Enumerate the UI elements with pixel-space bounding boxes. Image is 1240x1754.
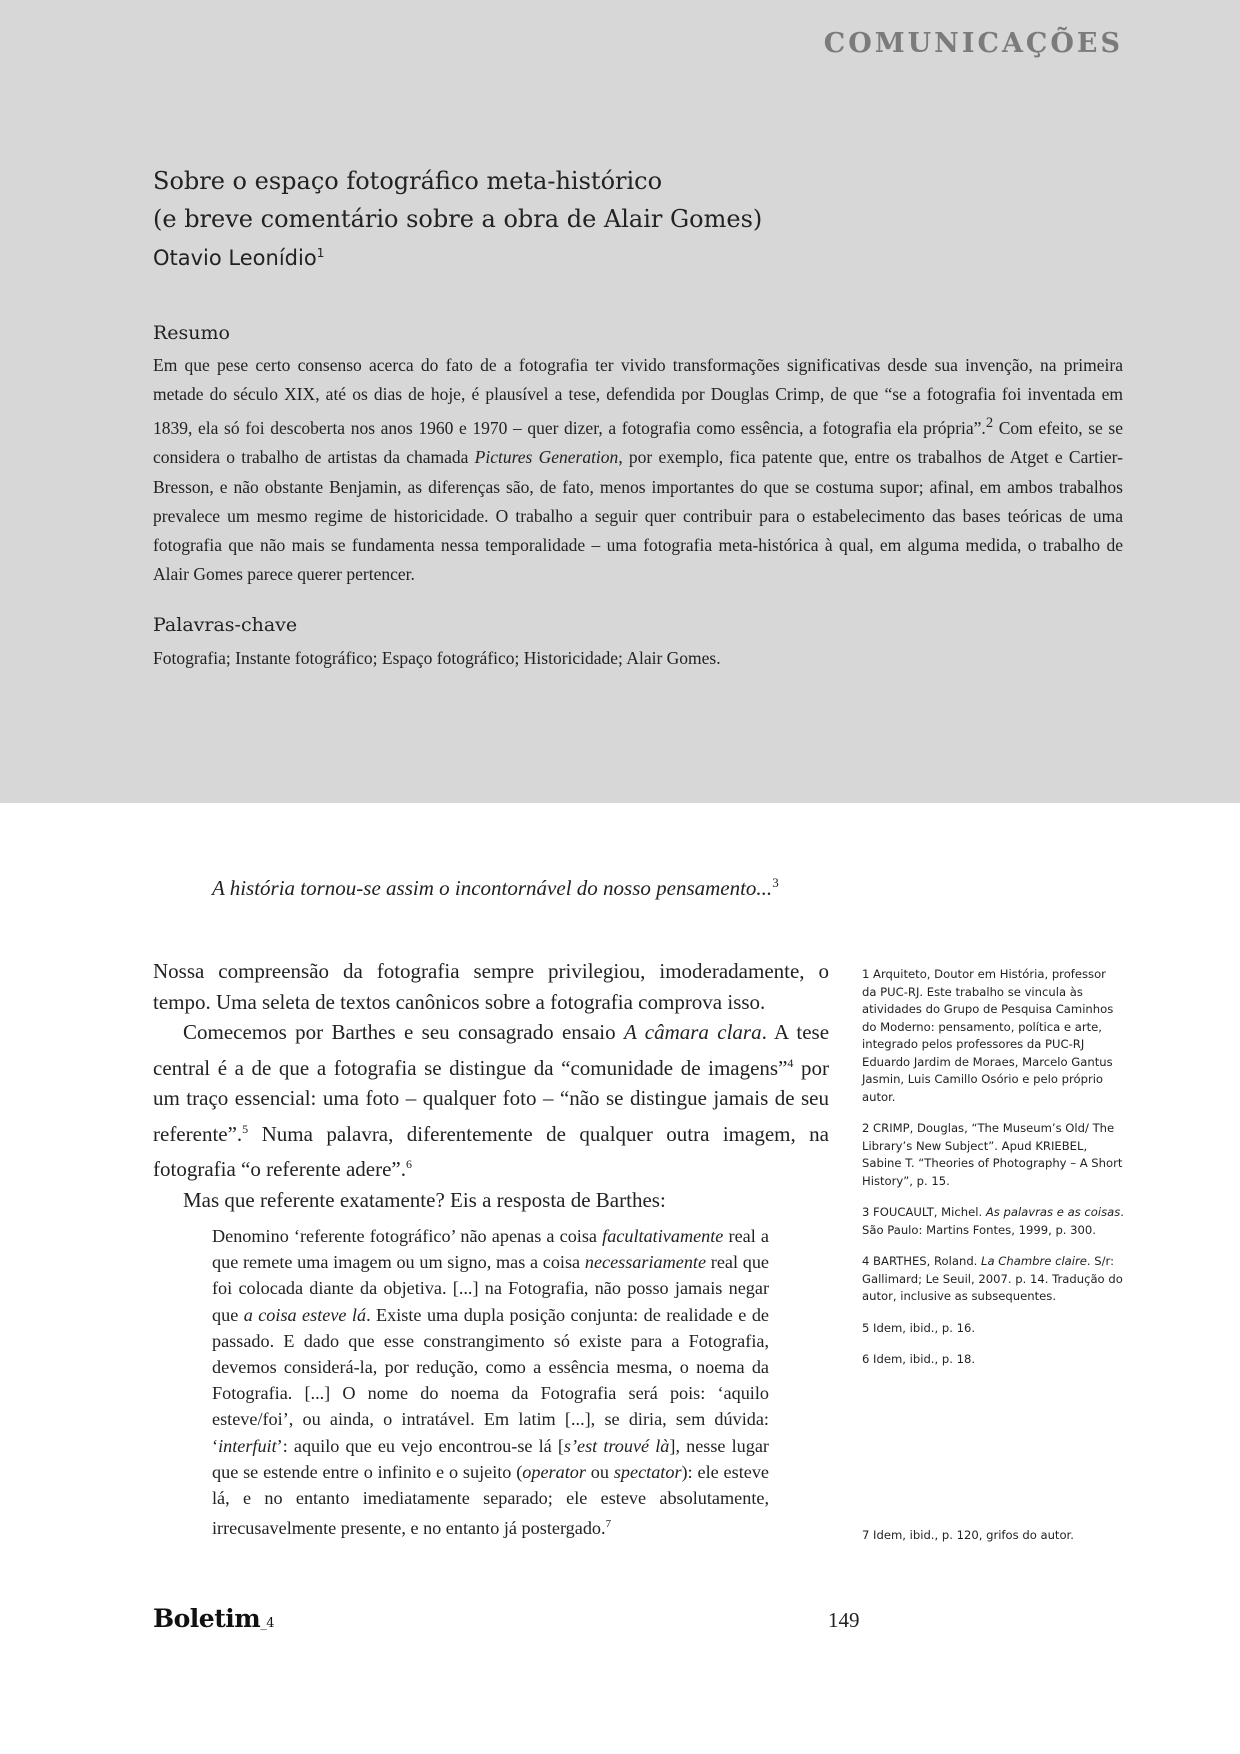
quote-i3: a coisa esteve lá	[243, 1304, 367, 1325]
p2-note-ref-5: 5	[242, 1121, 249, 1136]
footnote-2: 2 CRIMP, Douglas, “The Museum’s Old/ The Library’s New Subject”. Apud KRIEBEL, Sabine T. “Theories of Photography – A Short History”, p. 15.	[862, 1121, 1123, 1188]
epigraph	[212, 875, 779, 901]
abstract-part-a: Em que pese certo consenso acerca do fato de a fotografia ter vivido transformações significativas desde sua invenção, na primeira metade do século XIX, até os dias de hoje, é plausível a tese, defendida por Douglas Crimp, de que “se a fotografia foi inventada em 1839, ela só foi descoberta nos anos 1960 e 1970 – quer dizer, a fotografia como essência, a fotografia ela própria”.	[153, 355, 1123, 439]
keywords-heading: Palavras-chave	[153, 614, 298, 636]
body-paragraph-1: Nossa compreensão da fotografia sempre privilegiou, imoderadamente, o tempo. Uma seleta de textos canônicos sobre a fotografia comprova isso.	[153, 959, 829, 1014]
epigraph-text: A história tornou-se assim o incontornável do nosso pensamento...	[212, 876, 773, 900]
p2-note-ref-4: 4	[787, 1055, 794, 1070]
fn4-title: La Chambre claire	[981, 1254, 1087, 1268]
quote-note-ref: 7	[605, 1518, 612, 1531]
p2-part-c: por um traço essencial: uma foto – qualquer foto – “não se distingue jamais de seu referente”.	[153, 1055, 829, 1146]
block-quote	[212, 1223, 769, 1542]
body-paragraph-3: Mas que referente exatamente? Eis a resposta de Barthes:	[183, 1187, 666, 1212]
article-title	[153, 162, 1053, 238]
p2-part-a: Comecemos por Barthes e seu consagrado ensaio	[183, 1020, 624, 1044]
page-number: 149	[828, 1608, 860, 1632]
quote-i1: facultativamente	[602, 1226, 724, 1246]
abstract-text	[153, 351, 1123, 589]
quote-s6: ], nesse lugar que se estende entre o infinito e o sujeito (	[212, 1435, 769, 1482]
fn4-a: 4 BARTHES, Roland.	[862, 1254, 982, 1268]
footnotes	[862, 966, 1124, 1383]
quote-s1: Denomino ‘referente fotográfico’ não apenas a coisa	[212, 1226, 603, 1246]
title-line-2: (e breve comentário sobre a obra de Alair Gomes)	[153, 205, 763, 233]
journal-issue: _4	[260, 1616, 274, 1631]
abstract-italic-term: Pictures Generation	[474, 447, 619, 468]
body-paragraph-2	[153, 1017, 829, 1185]
abstract-heading: Resumo	[153, 322, 230, 344]
quote-s5: ’: aquilo que eu vejo encontrou-se lá [	[276, 1435, 564, 1456]
quote-s7: ou	[585, 1461, 614, 1482]
fn3-title: As palavras e as coisas	[985, 1205, 1121, 1219]
abstract-note-ref: 2	[985, 415, 994, 432]
quote-i5: s’est trouvé là	[563, 1435, 670, 1456]
body-text	[153, 956, 829, 1215]
keywords-text: Fotografia; Instante fotográfico; Espaço fotográfico; Historicidade; Alair Gomes.	[153, 648, 721, 668]
p2-part-b: . A tese central é a de que a fotografia se distingue da “comunidade de imagens”	[153, 1020, 830, 1080]
author-note-ref: 1	[316, 246, 325, 260]
quote-i6: operator	[522, 1461, 586, 1482]
quote-s2: real a que remete uma imagem ou um signo, mas a coisa	[212, 1226, 769, 1273]
fn3-b: . São Paulo: Martins Fontes, 1999, p. 300.	[862, 1205, 1124, 1237]
author-name	[153, 246, 324, 270]
p2-book-title: A câmara clara	[623, 1020, 762, 1044]
quote-i4: interfuit	[218, 1435, 277, 1456]
p2-part-d: Numa palavra, diferentemente de qualquer outra imagem, na fotografia “o referente adere”.	[153, 1121, 829, 1181]
author-text: Otavio Leonídio	[153, 246, 317, 270]
abstract-part-b: Com efeito, se se considera o trabalho de artistas da chamada	[153, 418, 1123, 468]
quote-s3: real que foi colocada diante da objetiva. [...] na Fotografia, não posso jamais negar que	[212, 1252, 769, 1325]
abstract-part-c: , por exemplo, fica patente que, entre os trabalhos de Atget e Cartier-Bresson, e não obstante Benjamin, as diferenças são, de fato, menos importantes do que se costuma supor; afinal, em ambos trabalhos prevalece um mesmo regime de historicidade. O trabalho a seguir quer contribuir para o estabelecimento das bases teóricas de uma fotografia que não mais se fundamenta nessa temporalidade – uma fotografia meta-histórica à qual, em alguma medida, o trabalho de Alair Gomes parece querer pertencer.	[153, 447, 1123, 585]
journal-name: Boletim	[153, 1604, 261, 1633]
section-label: COMUNICAÇÕES	[823, 28, 1123, 59]
quote-s4: . Existe uma dupla posição conjunta: de realidade e de passado. E dado que esse constrangimento só existe para a Fotografia, devemos considerá-la, por redução, como a essência mesma, o noema da Fotografia. [...] O nome do noema da Fotografia será pois: ‘aquilo esteve/foi’, ou ainda, o intratável. Em latim [...], se diria, sem dúvida: ‘	[212, 1304, 769, 1456]
p2-note-ref-6: 6	[405, 1157, 412, 1171]
journal-logo	[153, 1604, 274, 1633]
quote-i7: spectator	[613, 1461, 682, 1482]
quote-s8: ): ele esteve lá, e no entanto imediatamente separado; ele esteve absolutamente, irrecusavelmente presente, e no entanto já postergado.	[212, 1461, 769, 1539]
title-line-1: Sobre o espaço fotográfico meta-histórico	[153, 167, 663, 195]
footnote-1: 1 Arquiteto, Doutor em História, professor da PUC-RJ. Este trabalho se vincula às atividades do Grupo de Pesquisa Caminhos do Moderno: pensamento, política e arte, integrado pelos professores da PUC-RJ Eduardo Jardim de Moraes, Marcelo Gantus Jasmin, Luis Camillo Osório e pelo próprio autor.	[862, 967, 1114, 1104]
fn3-a: 3 FOUCAULT, Michel.	[862, 1205, 986, 1219]
footnote-4	[862, 1253, 1124, 1306]
footnote-7: 7 Idem, ibid., p. 120, grifos do autor.	[862, 1528, 1074, 1542]
footnote-3	[862, 1204, 1124, 1239]
quote-i2: necessariamente	[584, 1252, 707, 1273]
epigraph-note-ref: 3	[772, 875, 779, 890]
fn4-b: . S/r: Gallimard; Le Seuil, 2007. p. 14. Tradução do autor, inclusive as subsequentes.	[862, 1254, 1123, 1303]
footnote-5: 5 Idem, ibid., p. 16.	[862, 1320, 976, 1335]
footnote-6: 6 Idem, ibid., p. 18.	[862, 1352, 976, 1366]
